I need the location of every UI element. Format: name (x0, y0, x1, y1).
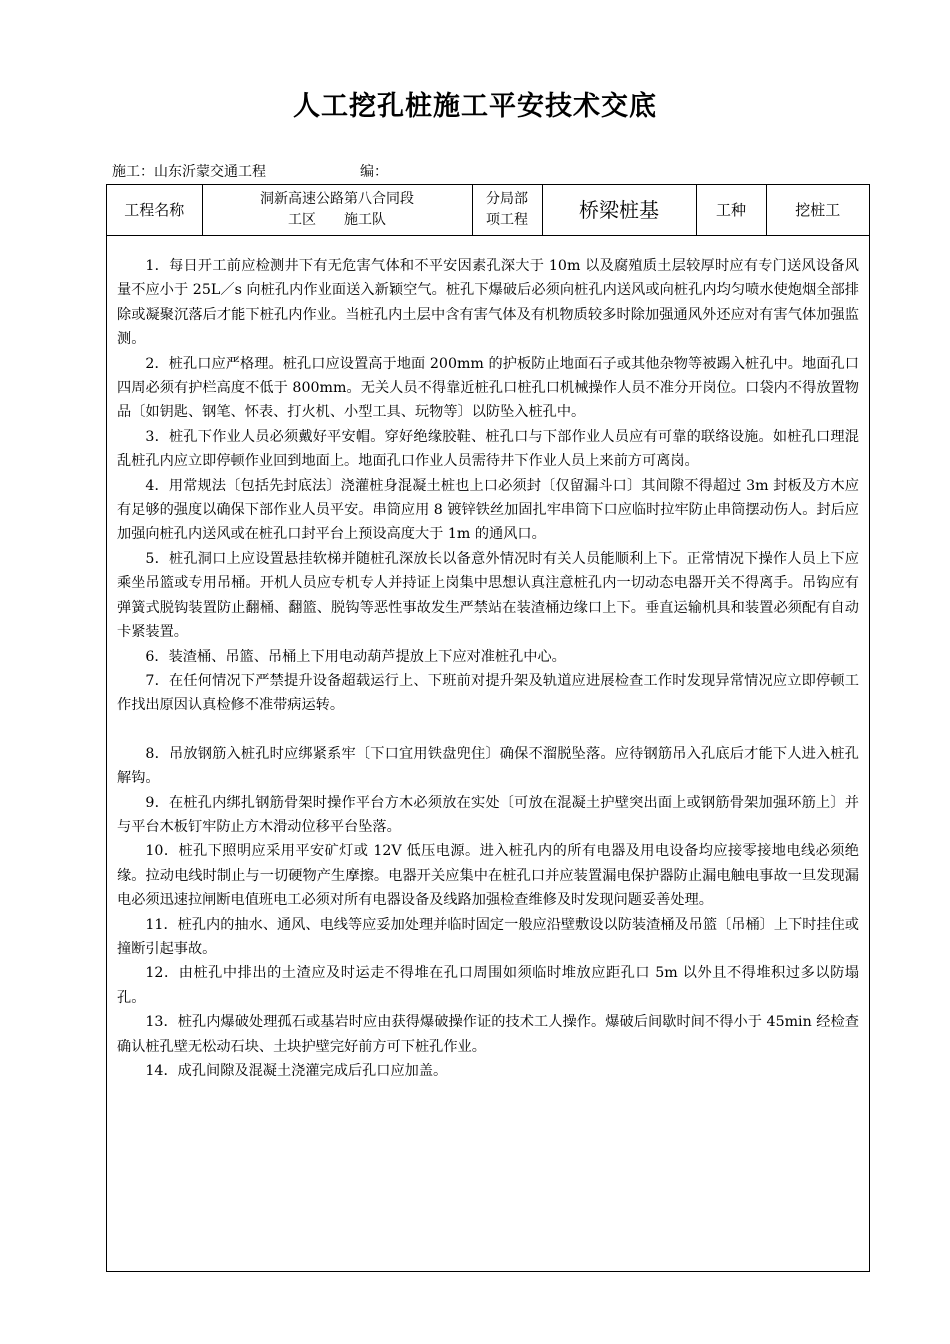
sub-project-label-line2: 项工程 (486, 212, 528, 228)
briefing-item: 9．在桩孔内绑扎钢筋骨架时操作平台方木必须放在实处〔可放在混凝土护壁突出面上或钢筋骨架加强环筋上〕并与平台木板钉牢防止方木滑动位移平台坠落。 (117, 794, 859, 835)
briefing-item: 7．在任何情况下严禁提升设备超载运行上、下班前对提升架及轨道应进展检查工作时发现异常情况应立即停顿工作找出原因认真检修不准带病运转。 (117, 672, 859, 714)
sub-project-label-line1: 分局部 (486, 191, 528, 207)
briefing-item: 3．桩孔下作业人员必须戴好平安帽。穿好绝缘胶鞋、桩孔口与下部作业人员应有可靠的联络设施。如桩孔口理混乱桩孔内应立即停顿作业回到地面上。地面孔口作业人员需待井下作业人员上来前方可离岗。 (117, 428, 859, 470)
project-name-line1: 洞新高速公路第八合同段 (260, 191, 414, 207)
trade-value: 挖桩工 (766, 185, 869, 236)
briefing-item: 14．成孔间隙及混凝土浇灌完成后孔口应加盖。 (145, 1063, 448, 1079)
briefing-item: 8．吊放钢筋入桩孔时应绑紧系牢〔下口宜用铁盘兜住〕确保不溜脱坠落。应待钢筋吊入孔底后才能下人进入桩孔解钩。 (117, 745, 859, 787)
header-table (107, 185, 869, 236)
briefing-content (107, 236, 869, 1083)
document-meta (112, 161, 388, 181)
trade-label: 工种 (696, 185, 766, 236)
briefing-item: 1．每日开工前应检测井下有无危害气体和不平安因素孔深大于 10m 以及腐殖质土层较厚时应有专门送风设备风量不应小于 25L／s 向桩孔内作业面送入新颖空气。桩孔下爆破后必须向桩孔内送风或向桩孔内均匀喷水使炮烟全部排除或凝聚沉落后才能下桩孔内作业。当桩孔内土层中含有害气体及有机物质较多时除加强通风外还应对有害气体加强监测。 (117, 258, 859, 348)
briefing-item: 4．用常规法〔包括先封底法〕浇灌桩身混凝土桩也上口必须封〔仅留漏斗口〕其间隙不得超过 3m 封板及方木应有足够的强度以确保下部作业人员平安。串筒应用 8 镀锌铁丝加固扎牢串筒下口应临时拉牢防止串筒摆动伤人。封后应加强向桩孔内送风或在桩孔口封平台上预设高度大于 1m 的通风口。 (117, 477, 859, 543)
page-title: 人工挖孔桩施工平安技术交底 (293, 91, 657, 122)
project-name-line2: 工区 施工队 (288, 212, 386, 228)
briefing-item: 5．桩孔洞口上应设置悬挂软梯并随桩孔深放长以备意外情况时有关人员能顺利上下。正常情况下操作人员上下应乘坐吊篮或专用吊桶。开机人员应专机专人并持证上岗集中思想认真注意桩孔内一切动态电器开关不得离手。吊钩应有弹簧式脱钩装置防止翻桶、翻篮、脱钩等恶性事故发生严禁站在装渣桶边缘口上下。垂直运输机具和装置必须配有自动卡紧装置。 (117, 550, 859, 641)
header-row (107, 185, 869, 236)
briefing-item: 11．桩孔内的抽水、通风、电线等应妥加处理并临时固定一般应沿壁敷设以防装渣桶及吊篮〔吊桶〕上下时挂住或撞断引起事故。 (117, 916, 859, 957)
briefing-item: 6．装渣桶、吊篮、吊桶上下用电动葫芦提放上下应对准桩孔中心。 (145, 648, 566, 665)
briefing-item: 13．桩孔内爆破处理孤石或基岩时应由获得爆破操作证的技术工人操作。爆破后间歇时间不得小于 45min 经检查确认桩孔壁无松动石块、土块护壁完好前方可下桩孔作业。 (117, 1014, 859, 1055)
briefing-item: 12．由桩孔中排出的土渣应及时运走不得堆在孔口周围如须临时堆放应距孔口 5m 以外且不得堆积过多以防塌孔。 (117, 965, 859, 1006)
briefing-form (106, 184, 870, 1272)
construction-unit: 施工：山东沂蒙交通工程 (112, 164, 266, 180)
briefing-item: 10．桩孔下照明应采用平安矿灯或 12V 低压电源。进入桩孔内的所有电器及用电设备均应接零接地电线必须绝缘。拉动电线时制止与一切硬物产生摩擦。电器开关应集中在桩孔口并应装置漏电保护器防止漏电触电事故一旦发现漏电必须迅速拉闸断电值班电工必须对所有电器设备及线路加强检查维修及时发现问题妥善处理。 (117, 843, 859, 909)
project-name-label: 工程名称 (107, 185, 202, 236)
project-name-value (202, 185, 472, 236)
editor-label: 编： (360, 164, 388, 180)
sub-project-value: 桥梁桩基 (542, 185, 696, 236)
briefing-item: 2．桩孔口应严格理。桩孔口应设置高于地面 200mm 的护板防止地面石子或其他杂物等被踢入桩孔中。地面孔口四周必须有护栏高度不低于 800mm。无关人员不得靠近桩孔口桩孔口机械操作人员不准分开岗位。口袋内不得放置物品〔如钥匙、钢笔、怀表、打火机、小型工具、玩物等〕以防坠入桩孔中。 (117, 355, 859, 421)
sub-project-label (472, 185, 542, 236)
